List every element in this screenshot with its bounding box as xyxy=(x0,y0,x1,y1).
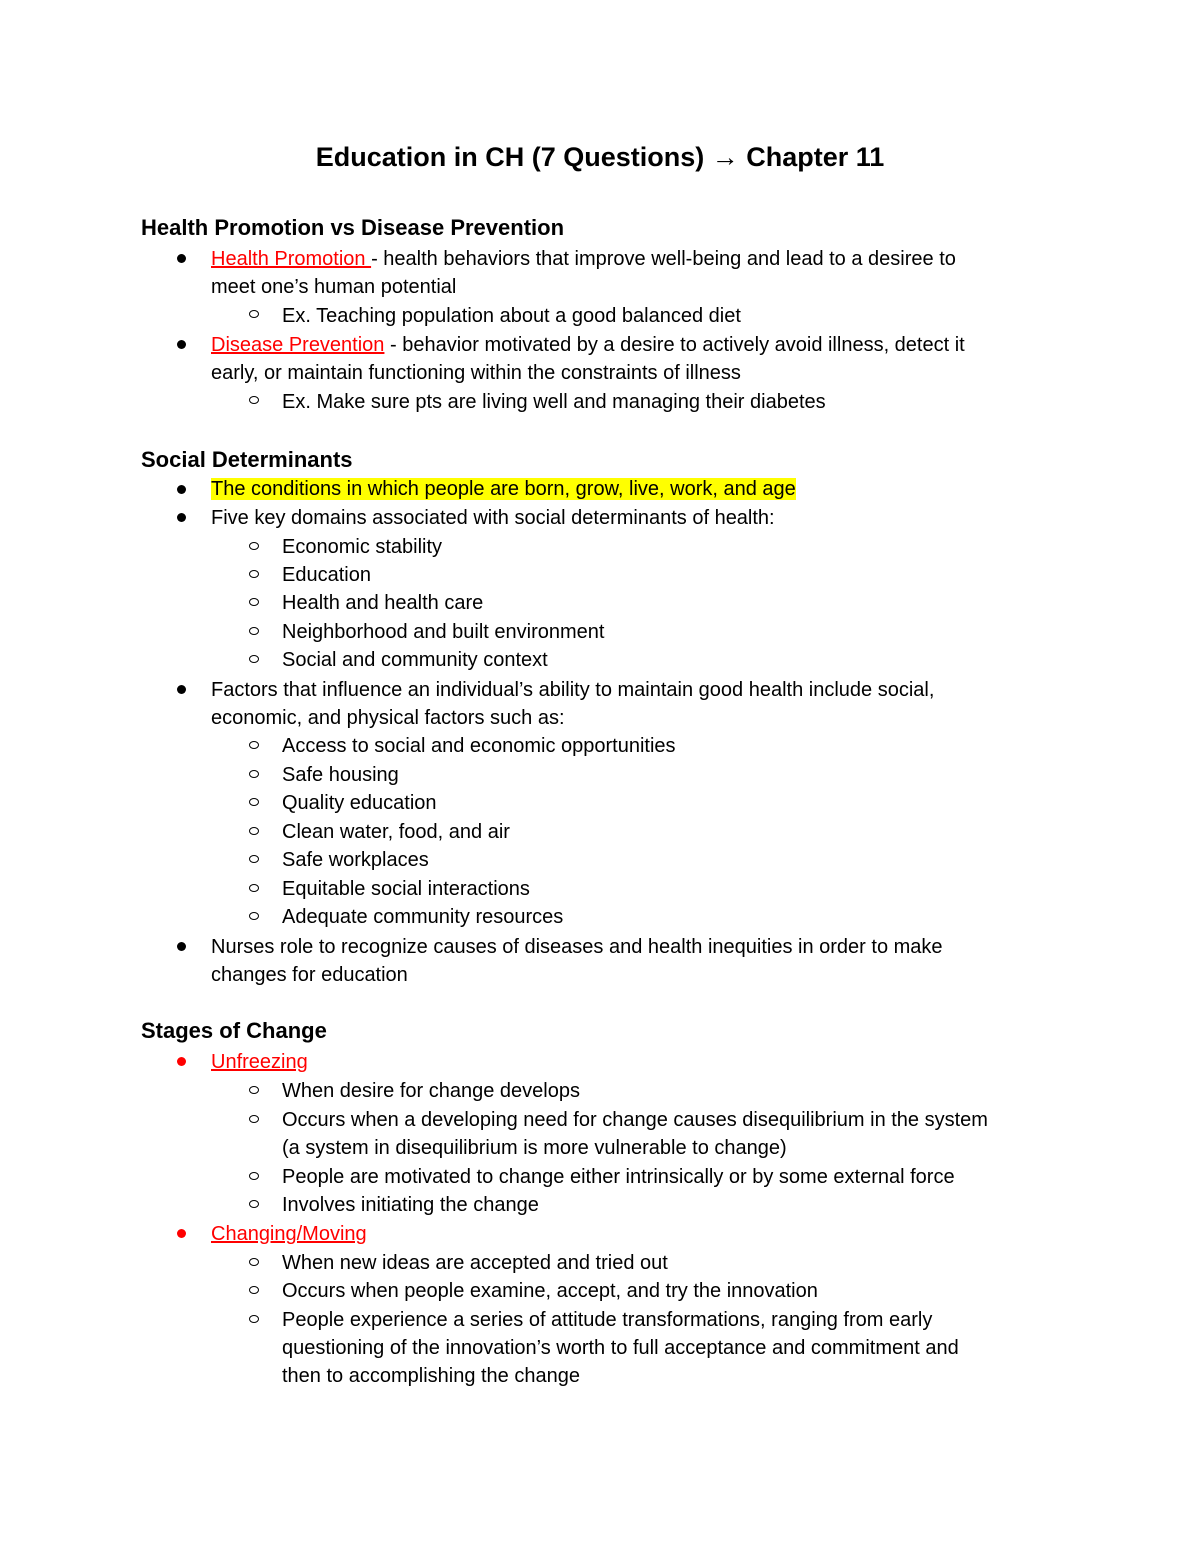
sub-item-unfreezing: Occurs when a developing need for change causes disequilibrium in the system xyxy=(282,1109,988,1131)
bullet-circle-icon xyxy=(249,741,259,749)
sub-item-domain: Education xyxy=(282,564,371,586)
section-heading-stages-of-change: Stages of Change xyxy=(141,1018,327,1043)
list-item-factors-continuation: economic, and physical factors such as: xyxy=(211,707,565,729)
bullet-dot-icon xyxy=(177,254,186,263)
page-title: Education in CH (7 Questions) → Chapter 11 xyxy=(315,142,885,172)
sub-item-changing: People experience a series of attitude transformations, ranging from early xyxy=(282,1309,933,1331)
sub-item-factor: Quality education xyxy=(282,792,437,814)
sub-item-unfreezing: People are motivated to change either intrinsically or by some external force xyxy=(282,1166,955,1188)
term-unfreezing: Unfreezing xyxy=(211,1051,308,1073)
bullet-dot-icon xyxy=(177,942,186,951)
list-item-factors: Factors that influence an individual’s ability to maintain good health include social, xyxy=(211,679,935,701)
sub-item-changing: When new ideas are accepted and tried out xyxy=(282,1252,668,1274)
sub-item-changing-continuation: questioning of the innovation’s worth to full acceptance and commitment and xyxy=(282,1337,959,1359)
sub-item-unfreezing: When desire for change develops xyxy=(282,1080,580,1102)
list-item-health-promotion xyxy=(211,245,956,273)
bullet-dot-icon xyxy=(177,340,186,349)
sub-item-factor: Safe housing xyxy=(282,764,399,786)
term-disease-prevention: Disease Prevention xyxy=(211,334,385,356)
bullet-dot-icon xyxy=(177,685,186,694)
bullet-circle-icon xyxy=(249,598,259,606)
sub-item-factor: Access to social and economic opportunities xyxy=(282,735,676,757)
list-item-nurses-role-continuation: changes for education xyxy=(211,964,408,986)
bullet-circle-icon xyxy=(249,542,259,550)
example-health-promotion: Ex. Teaching population about a good balanced diet xyxy=(282,305,741,327)
bullet-circle-icon xyxy=(249,310,259,318)
stage-unfreezing xyxy=(211,1048,308,1076)
definition-text: - health behaviors that improve well-being and lead to a desiree to xyxy=(371,248,956,270)
bullet-circle-icon xyxy=(249,912,259,920)
bullet-circle-icon xyxy=(249,1086,259,1094)
highlighted-text: The conditions in which people are born, grow, live, work, and age xyxy=(211,478,796,500)
bullet-circle-icon xyxy=(249,627,259,635)
bullet-circle-icon xyxy=(249,396,259,404)
section-heading-health-promotion: Health Promotion vs Disease Prevention xyxy=(141,215,565,240)
section-heading-social-determinants: Social Determinants xyxy=(141,447,353,472)
bullet-dot-red-icon xyxy=(177,1229,186,1238)
bullet-circle-icon xyxy=(249,855,259,863)
definition-text: - behavior motivated by a desire to actively avoid illness, detect it xyxy=(384,334,965,356)
sub-item-changing: Occurs when people examine, accept, and try the innovation xyxy=(282,1280,818,1302)
definition-continuation: meet one’s human potential xyxy=(211,276,457,298)
bullet-circle-icon xyxy=(249,1258,259,1266)
definition-continuation: early, or maintain functioning within the constraints of illness xyxy=(211,362,741,384)
sub-item-domain: Social and community context xyxy=(282,649,548,671)
list-item-disease-prevention xyxy=(211,331,965,359)
bullet-dot-icon xyxy=(177,485,186,494)
list-item-conditions xyxy=(211,475,796,503)
bullet-circle-icon xyxy=(249,827,259,835)
bullet-circle-icon xyxy=(249,770,259,778)
example-disease-prevention: Ex. Make sure pts are living well and managing their diabetes xyxy=(282,391,826,413)
sub-item-domain: Neighborhood and built environment xyxy=(282,621,605,643)
sub-item-unfreezing: Involves initiating the change xyxy=(282,1194,539,1216)
bullet-circle-icon xyxy=(249,655,259,663)
sub-item-domain: Economic stability xyxy=(282,536,443,558)
bullet-circle-icon xyxy=(249,1200,259,1208)
bullet-dot-icon xyxy=(177,513,186,522)
bullet-circle-icon xyxy=(249,1315,259,1323)
bullet-circle-icon xyxy=(249,1286,259,1294)
bullet-circle-icon xyxy=(249,1115,259,1123)
sub-item-changing-continuation: then to accomplishing the change xyxy=(282,1365,580,1387)
term-health-promotion: Health Promotion xyxy=(211,248,372,270)
sub-item-domain: Health and health care xyxy=(282,592,484,614)
bullet-circle-icon xyxy=(249,570,259,578)
list-item-five-domains: Five key domains associated with social determinants of health: xyxy=(211,507,775,529)
term-changing-moving: Changing/Moving xyxy=(211,1223,367,1245)
sub-item-factor: Clean water, food, and air xyxy=(282,821,510,843)
sub-item-factor: Safe workplaces xyxy=(282,849,429,871)
stage-changing-moving xyxy=(211,1220,367,1248)
list-item-nurses-role: Nurses role to recognize causes of diseases and health inequities in order to make xyxy=(211,936,943,958)
bullet-circle-icon xyxy=(249,1172,259,1180)
bullet-circle-icon xyxy=(249,798,259,806)
sub-item-factor: Adequate community resources xyxy=(282,906,564,928)
bullet-circle-icon xyxy=(249,884,259,892)
sub-item-unfreezing-continuation: (a system in disequilibrium is more vulnerable to change) xyxy=(282,1137,787,1159)
bullet-dot-red-icon xyxy=(177,1057,186,1066)
sub-item-factor: Equitable social interactions xyxy=(282,878,530,900)
